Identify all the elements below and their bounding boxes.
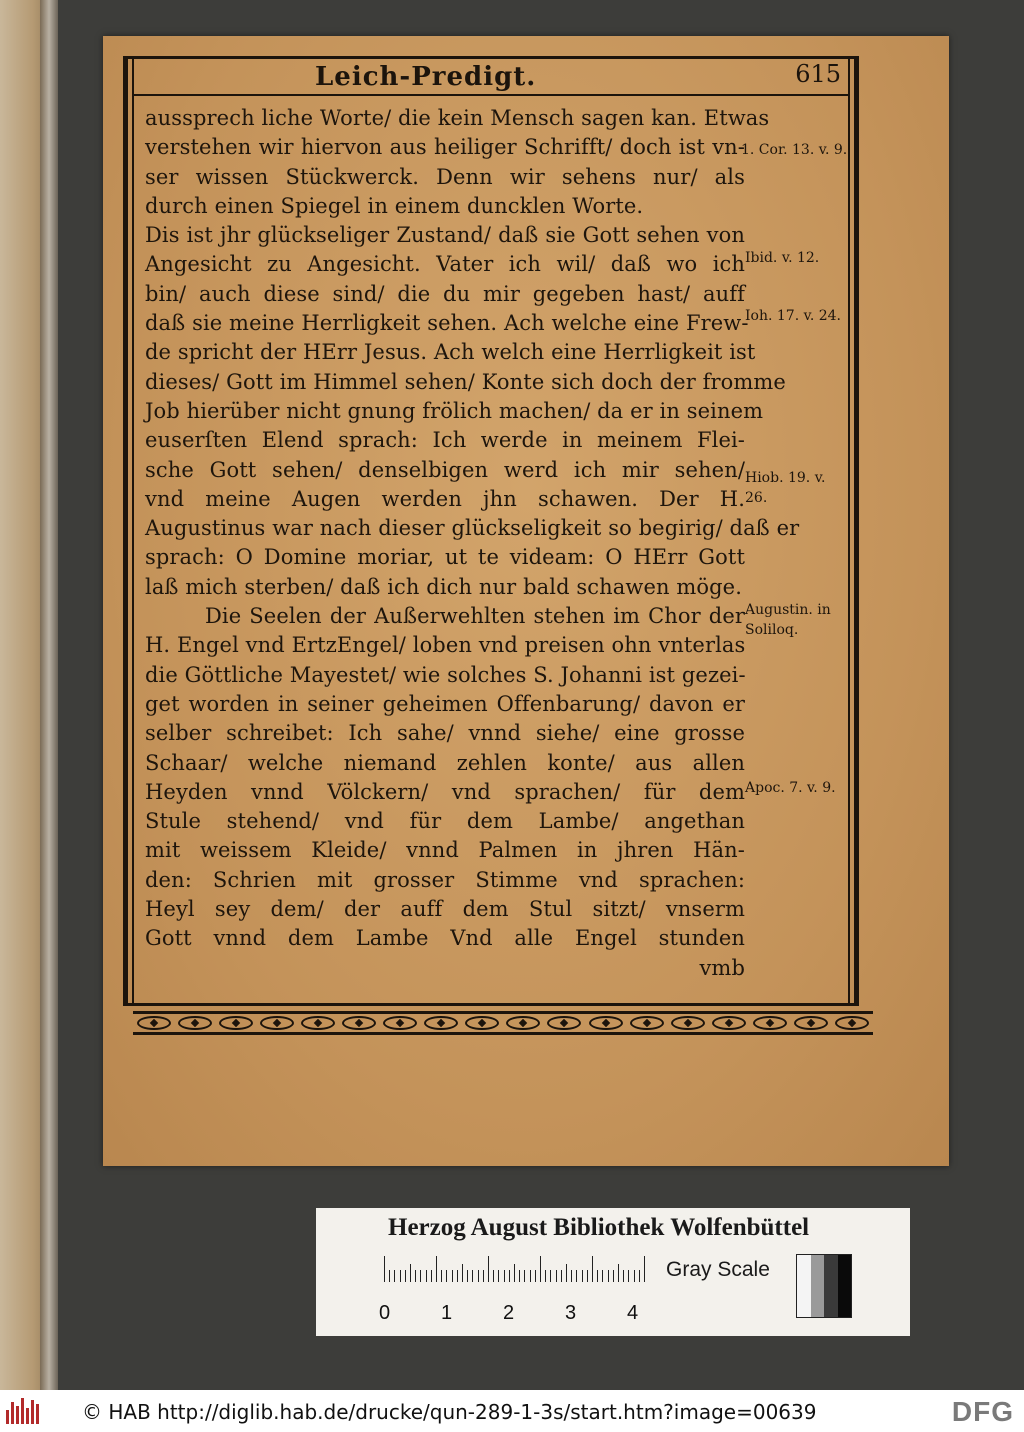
ornament-motif xyxy=(465,1016,499,1030)
text-line: die Göttliche Mayestet/ wie solches S. Johanni ist gezei- xyxy=(145,662,746,687)
marginal-note: 1. Cor. 13. v. 9. xyxy=(741,142,848,158)
ruler-tick xyxy=(509,1270,510,1282)
text-line: Angesicht zu Angesicht. Vater ich wil/ daß wo ich xyxy=(145,252,745,277)
page-header xyxy=(133,58,849,96)
marginal-notes xyxy=(741,104,851,796)
ruler-tick xyxy=(389,1270,390,1282)
marginal-note: Hiob. 19. v. xyxy=(745,470,826,486)
text-line: durch einen Spiegel in einem duncklen Worte. xyxy=(145,193,644,218)
text-line: verstehen wir hiervon aus heiliger Schrifft/ doch ist vn- xyxy=(145,135,745,160)
ruler-tick xyxy=(452,1270,453,1282)
text-line: laß mich sterben/ daß ich dich nur bald schawen möge. xyxy=(145,574,742,599)
catchword: vmb xyxy=(699,955,745,980)
text-line: mit weissem Kleide/ vnnd Palmen in jhren Hän- xyxy=(145,838,745,863)
ruler-tick xyxy=(550,1270,551,1282)
ruler-tick xyxy=(540,1256,541,1282)
ruler-number: 1 xyxy=(441,1302,453,1324)
text-line: Die Seelen der Außerwehlten stehen im Chor der xyxy=(205,604,745,629)
text-line: Schaar/ welche niemand zehlen konte/ aus allen xyxy=(145,750,745,775)
ruler-number: 3 xyxy=(565,1302,577,1324)
ruler-tick xyxy=(498,1270,499,1282)
ornament-motif xyxy=(383,1016,417,1030)
text-line: Dis ist jhr glückseliger Zustand/ daß sie Gott sehen von xyxy=(145,223,745,248)
marginal-note: Soliloq. xyxy=(745,622,799,638)
gray-swatch-patch xyxy=(811,1255,825,1317)
ruler-tick xyxy=(431,1270,432,1282)
book-page xyxy=(103,36,949,1166)
gray-scale-label: Gray Scale xyxy=(666,1258,770,1281)
text-line: Heyden vnnd Völckern/ vnd sprachen/ für dem xyxy=(145,779,745,804)
marginal-note: 26. xyxy=(745,490,768,506)
ornament-motif xyxy=(835,1016,869,1030)
ornament-motif xyxy=(671,1016,705,1030)
ruler-tick xyxy=(561,1270,562,1282)
ruler-tick xyxy=(436,1256,437,1282)
ruler-tick xyxy=(634,1270,635,1282)
ruler-tick xyxy=(602,1270,603,1282)
ruler-tick xyxy=(639,1270,640,1282)
ornament-motif xyxy=(506,1016,540,1030)
text-line: ser wissen Stückwerck. Denn wir sehens nur/ als xyxy=(145,164,745,189)
marginal-note: Ioh. 17. v. 24. xyxy=(745,308,842,324)
ruler-tick xyxy=(623,1270,624,1282)
ruler-tick xyxy=(608,1270,609,1282)
ornament-motif xyxy=(753,1016,787,1030)
ornamental-border xyxy=(133,1011,873,1035)
text-line: Gott vnnd dem Lambe Vnd alle Engel stunden xyxy=(145,926,745,951)
running-head: Leich-Predigt. xyxy=(315,62,537,92)
text-line: euserſten Elend sprach: Ich werde in meinem Flei- xyxy=(145,428,745,453)
ruler-tick xyxy=(446,1270,447,1282)
ruler-tick xyxy=(426,1270,427,1282)
copyright-link[interactable]: © HAB http://diglib.hab.de/drucke/qun-289-1-3s/start.htm?image=00639 xyxy=(82,1400,817,1424)
ornament-motif xyxy=(630,1016,664,1030)
ruler-tick xyxy=(384,1256,385,1282)
ruler-tick xyxy=(420,1270,421,1282)
ruler-tick xyxy=(628,1270,629,1282)
ruler-tick xyxy=(582,1270,583,1282)
text-line: H. Engel vnd ErtzEngel/ loben vnd preisen ohn vnterlas xyxy=(145,633,746,658)
ruler-number: 4 xyxy=(627,1302,639,1324)
text-line: Augustinus war nach dieser glückseligkeit so begirig/ daß er xyxy=(145,516,800,541)
hab-logo-icon xyxy=(6,1398,42,1424)
ruler-tick xyxy=(592,1256,593,1282)
text-line: sche Gott sehen/ denselbigen werd ich mir sehen/ xyxy=(145,457,745,482)
ruler-tick xyxy=(576,1270,577,1282)
ruler-tick xyxy=(405,1270,406,1282)
ruler-tick xyxy=(400,1270,401,1282)
ruler-tick xyxy=(441,1270,442,1282)
page-number: 615 xyxy=(795,60,841,88)
ruler-tick xyxy=(410,1264,411,1282)
ruler-tick xyxy=(467,1270,468,1282)
ruler-tick xyxy=(524,1270,525,1282)
ornament-motif xyxy=(712,1016,746,1030)
text-line: Job hierüber nicht gnung frölich machen/ da er in seinem xyxy=(145,398,764,423)
ruler-tick xyxy=(644,1256,645,1282)
ornament-motif xyxy=(137,1016,171,1030)
ruler-tick xyxy=(483,1270,484,1282)
color-scale-card xyxy=(316,1208,910,1336)
ornament-motif xyxy=(219,1016,253,1030)
ruler-tick xyxy=(488,1256,489,1282)
marginal-note: Augustin. in xyxy=(745,602,831,618)
ruler-number: 2 xyxy=(503,1302,515,1324)
gray-scale-swatch xyxy=(796,1254,852,1318)
text-line: daß sie meine Herrligkeit sehen. Ach welche eine Frew- xyxy=(145,311,749,336)
ruler-tick xyxy=(556,1270,557,1282)
ornament-motif xyxy=(260,1016,294,1030)
gray-swatch-patch xyxy=(838,1255,852,1317)
ornament-motif xyxy=(342,1016,376,1030)
ruler-tick xyxy=(457,1270,458,1282)
ruler-tick xyxy=(514,1264,515,1282)
ornament-motif xyxy=(178,1016,212,1030)
text-line: de spricht der HErr Jesus. Ach welch eine Herrligkeit ist xyxy=(145,340,756,365)
marginal-note: Ibid. v. 12. xyxy=(745,250,820,266)
book-binding xyxy=(40,0,58,1390)
ornament-motif xyxy=(424,1016,458,1030)
ruler-tick xyxy=(545,1270,546,1282)
text-line: get worden in seiner geheimen Offenbarung/ davon er xyxy=(145,691,745,716)
text-line: den: Schrien mit grosser Stimme vnd sprachen: xyxy=(145,867,745,892)
ruler-tick xyxy=(597,1270,598,1282)
ruler-tick xyxy=(587,1270,588,1282)
footer-bar xyxy=(0,1390,1024,1432)
ruler-number: 0 xyxy=(379,1302,391,1324)
ruler-tick xyxy=(535,1270,536,1282)
ornament-motif xyxy=(547,1016,581,1030)
text-line: bin/ auch diese sind/ die du mir gegeben hast/ auff xyxy=(145,281,745,306)
ruler-tick xyxy=(415,1270,416,1282)
ornament-motif xyxy=(301,1016,335,1030)
ruler-tick xyxy=(530,1270,531,1282)
ruler-tick xyxy=(493,1270,494,1282)
ruler-tick xyxy=(394,1270,395,1282)
ruler-tick xyxy=(519,1270,520,1282)
text-line: aussprech liche Worte/ die kein Mensch sagen kan. Etwas xyxy=(145,106,770,130)
ruler-tick xyxy=(462,1264,463,1282)
text-line: sprach: O Domine moriar, ut te videam: O HErr Gott xyxy=(145,545,745,570)
gray-swatch-patch xyxy=(824,1255,838,1317)
text-line: vnd meine Augen werden jhn schawen. Der H. xyxy=(145,486,745,511)
library-name: Herzog August Bibliothek Wolfenbüttel xyxy=(388,1214,810,1241)
dfg-logo: DFG xyxy=(951,1396,1014,1427)
marginal-note: Apoc. 7. v. 9. xyxy=(745,780,836,796)
gray-swatch-patch xyxy=(797,1255,811,1317)
measurement-ruler xyxy=(379,1258,654,1324)
ruler-tick xyxy=(613,1270,614,1282)
ruler-tick xyxy=(478,1270,479,1282)
text-line: selber schreibet: Ich sahe/ vnnd siehe/ eine grosse xyxy=(145,721,745,746)
text-line: Stule stehend/ vnd für dem Lambe/ angethan xyxy=(145,809,745,834)
ornament-motif xyxy=(794,1016,828,1030)
text-line: Heyl sey dem/ der auff dem Stul sitzt/ vnserm xyxy=(145,897,745,922)
ruler-tick xyxy=(472,1270,473,1282)
ruler-tick xyxy=(504,1270,505,1282)
ruler-tick xyxy=(618,1264,619,1282)
ruler-tick xyxy=(571,1270,572,1282)
ruler-tick xyxy=(566,1264,567,1282)
ornament-motif xyxy=(589,1016,623,1030)
text-line: dieses/ Gott im Himmel sehen/ Konte sich doch der fromme xyxy=(145,369,786,394)
